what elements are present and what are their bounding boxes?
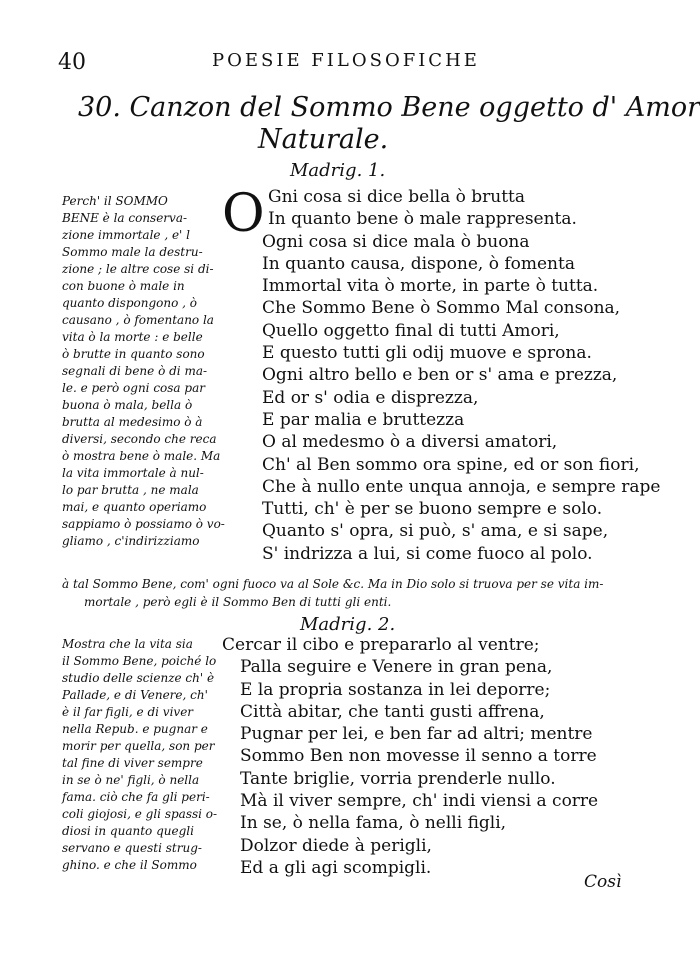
margin-note-line: coli giojosi, e gli spassi o- [62, 807, 218, 821]
verse-line: Sommo Ben non movesse il senno a torre [240, 746, 597, 767]
margin-note-line: Mostra che la vita sia [62, 637, 193, 651]
margin-note-line: ghino. e che il Sommo [62, 858, 197, 872]
verse-line: Cercar il cibo e prepararlo al ventre; [222, 635, 540, 655]
catchword: Così [584, 872, 622, 892]
note-line: mortale , però egli è il Sommo Ben di tutti gli enti. [84, 595, 392, 609]
margin-note-line: il Sommo Bene, poiché lo [62, 654, 217, 668]
verse-line: Palla seguire e Venere in gran pena, [240, 657, 553, 678]
margin-note-1 [62, 193, 225, 550]
madrigal-1-heading: Madrig. 1. [290, 160, 386, 181]
verse-line: E par malia e bruttezza [262, 409, 465, 430]
verse-line: In quanto bene ò male rappresenta. [268, 209, 577, 230]
margin-note-line: segnali di bene ò di ma- [62, 364, 208, 378]
margin-note-line: zione immortale , e' l [62, 228, 190, 242]
verse-line: In quanto causa, dispone, ò fomenta [262, 253, 575, 274]
margin-note-line: mai, e quanto operiamo [62, 500, 207, 514]
verse-line: Tante briglie, vorria prenderle nullo. [240, 768, 556, 789]
margin-note-line: le. e però ogni cosa par [62, 381, 205, 395]
verse-line: S' indrizza a lui, si come fuoco al polo. [262, 543, 593, 564]
full-width-note [62, 575, 603, 611]
poem-title-line-2: Naturale. [258, 124, 389, 155]
madrigal-2-verses [222, 634, 598, 879]
margin-note-line: fama. ciò che fa gli peri- [62, 790, 210, 804]
verse-line: Ch' al Ben sommo ora spine, ed or son fiori, [262, 454, 640, 475]
margin-note-line: sappiamo ò possiamo ò vo- [62, 517, 225, 531]
margin-note-line: causano , ò fomentano la [62, 313, 214, 327]
margin-note-line: quanto dispongono , ò [62, 296, 197, 310]
verse-line: Mà il viver sempre, ch' indi viensi a corre [240, 791, 599, 812]
margin-note-line: la vita immortale à nul- [62, 466, 204, 480]
verse-line: Tutti, ch' è per se buono sempre e solo. [262, 499, 603, 520]
margin-note-line: ò brutte in quanto sono [62, 347, 205, 361]
verse-line: Pugnar per lei, e ben far ad altri; mentre [240, 724, 593, 745]
margin-note-line: è il far figli, e di viver [62, 705, 194, 719]
margin-note-line: in se ò ne' figli, ò nella [62, 773, 200, 787]
verse-line: Che Sommo Bene ò Sommo Mal consona, [262, 298, 621, 319]
margin-note-line: buona ò mala, bella ò [62, 398, 193, 412]
margin-note-line: Perch' il SOMMO [62, 194, 168, 208]
verse-line: Ed or s' odia e disprezza, [262, 387, 479, 408]
margin-note-line: con buone ò male in [62, 279, 185, 293]
madrigal-1-verses [262, 186, 661, 565]
page-number: 40 [58, 50, 86, 75]
verse-line: O al medesmo ò a diversi amatori, [262, 432, 558, 453]
margin-note-line: morir per quella, son per [62, 739, 215, 753]
drop-cap: O [222, 184, 265, 244]
margin-note-line: studio delle scienze ch' è [62, 671, 215, 685]
margin-note-line: lo par brutta , ne mala [62, 483, 199, 497]
verse-line: Quanto s' opra, si può, s' ama, e si sape, [262, 521, 609, 542]
margin-note-line: Pallade, e di Venere, ch' [62, 688, 208, 702]
margin-note-line: diosi in quanto quegli [62, 824, 194, 838]
margin-note-line: Sommo male la destru- [62, 245, 203, 259]
margin-note-line: brutta al medesimo ò à [62, 415, 203, 429]
margin-note-line: vita ò la morte : e belle [62, 330, 203, 344]
verse-line: Quello oggetto final di tutti Amori, [262, 320, 560, 341]
verse-line: E la propria sostanza in lei deporre; [240, 679, 551, 700]
verse-line: Che à nullo ente unqua annoja, e sempre rape [262, 476, 661, 497]
margin-note-2 [62, 636, 217, 874]
running-head: POESIE FILOSOFICHE [212, 50, 480, 71]
margin-note-line: servano e questi strug- [62, 841, 202, 855]
margin-note-line: ò mostra bene ò male. Ma [62, 449, 221, 463]
verse-line: Ogni altro bello e ben or s' ama e prezza, [262, 365, 618, 386]
verse-line: E questo tutti gli odij muove e sprona. [262, 343, 592, 364]
poem-title-line-1: 30. Canzon del Sommo Bene oggetto d' Amor [78, 92, 700, 123]
verse-line: Città abitar, che tanti gusti affrena, [240, 701, 545, 722]
madrigal-2-heading: Madrig. 2. [300, 614, 396, 635]
verse-line: In se, ò nella fama, ò nelli figli, [240, 813, 507, 834]
note-line: à tal Sommo Bene, com' ogni fuoco va al Sole &c. Ma in Dio solo si truova per se vita im- [62, 577, 604, 591]
verse-line: Gni cosa si dice bella ò brutta [268, 187, 526, 207]
margin-note-line: gliamo , c'indirizziamo [62, 534, 200, 548]
margin-note-line: tal fine di viver sempre [62, 756, 203, 770]
margin-note-line: nella Repub. e pugnar e [62, 722, 208, 736]
verse-line: Dolzor diede à perigli, [240, 835, 432, 856]
verse-line: Immortal vita ò morte, in parte ò tutta. [262, 276, 599, 297]
margin-note-line: BENE è la conserva- [62, 211, 188, 225]
verse-line: Ogni cosa si dice mala ò buona [262, 231, 530, 252]
margin-note-line: zione ; le altre cose si di- [62, 262, 214, 276]
margin-note-line: diversi, secondo che reca [62, 432, 217, 446]
verse-line: Ed a gli agi scompigli. [240, 857, 432, 878]
